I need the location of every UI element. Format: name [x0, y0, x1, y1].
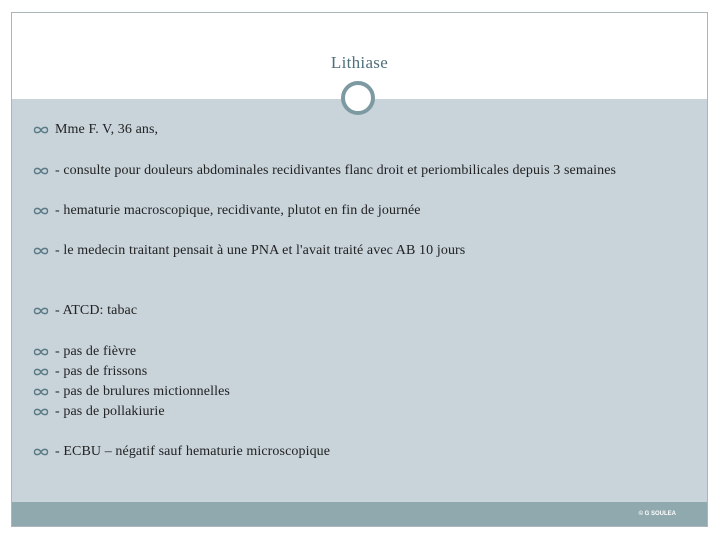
bullet-text: - consulte pour douleurs abdominales recidivantes flanc droit et periombilicales depuis 3 semaines [55, 163, 617, 178]
bullet-text: - le medecin traitant pensait à une PNA et l'avait traité avec AB 10 jours [55, 243, 466, 258]
bullet-text: - pas de frissons [55, 364, 148, 379]
footer-copyright: © G SOULEA [638, 511, 676, 517]
infinity-bullet-icon [33, 387, 49, 397]
bullet-text: - ATCD: tabac [55, 303, 138, 318]
bullet-item [33, 203, 421, 219]
infinity-bullet-icon [33, 347, 49, 357]
infinity-bullet-icon [33, 166, 49, 176]
divider-circle-ornament [341, 81, 375, 115]
slide-title: Lithiase [330, 53, 389, 72]
bullet-item [33, 384, 230, 400]
bullet-text: Mme F. V, 36 ans, [55, 122, 159, 137]
bullet-text: - pas de fièvre [55, 344, 137, 359]
infinity-bullet-icon [33, 407, 49, 417]
bullet-item [33, 404, 165, 420]
infinity-bullet-icon [33, 306, 49, 316]
bullet-item [33, 303, 137, 319]
bullet-text: - ECBU – négatif sauf hematurie microscopique [55, 444, 331, 459]
bullet-item [33, 122, 158, 138]
bullet-item [33, 364, 147, 380]
infinity-bullet-icon [33, 206, 49, 216]
infinity-bullet-icon [33, 246, 49, 256]
bullet-item [33, 344, 136, 360]
bullet-text: - pas de pollakiurie [55, 404, 165, 419]
footer-bar [12, 502, 707, 526]
bullet-item [33, 163, 616, 179]
infinity-bullet-icon [33, 447, 49, 457]
infinity-bullet-icon [33, 367, 49, 377]
content-area [12, 99, 707, 503]
bullet-text: - hematurie macroscopique, recidivante, plutot en fin de journée [55, 203, 421, 218]
bullet-text: - pas de brulures mictionnelles [55, 384, 230, 399]
bullet-item [33, 444, 330, 460]
infinity-bullet-icon [33, 125, 49, 135]
bullet-item [33, 243, 465, 259]
